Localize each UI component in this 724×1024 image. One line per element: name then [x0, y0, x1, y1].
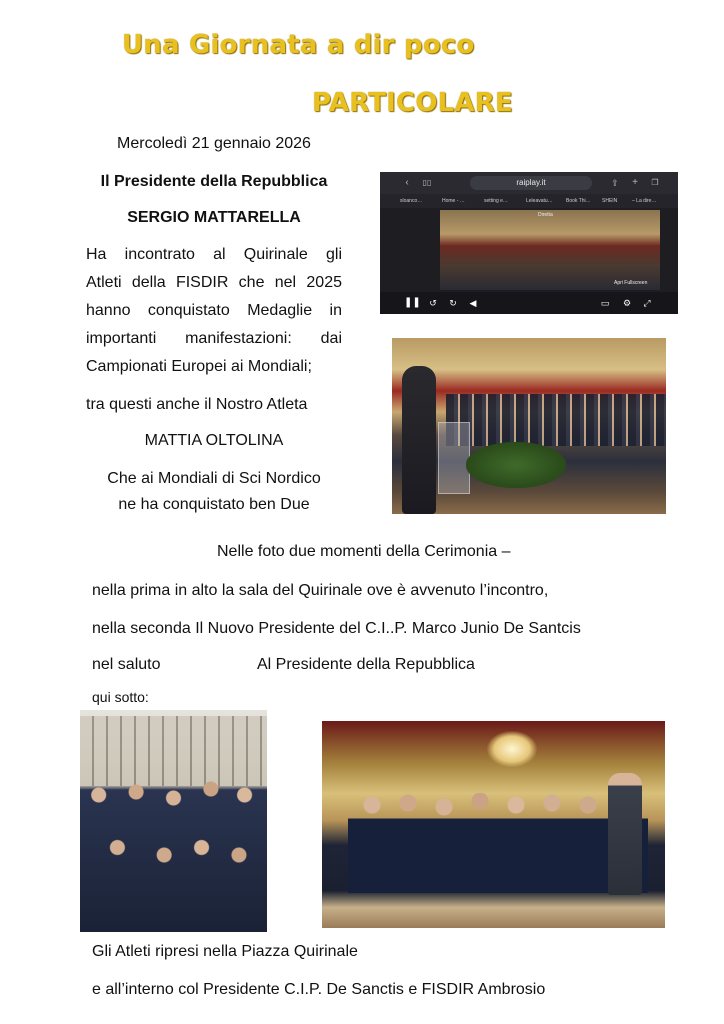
date-text: Mercoledì 21 gennaio 2026 — [117, 135, 311, 152]
intro-line-1: Il Presidente della Repubblica — [100, 173, 328, 190]
caption2-line-1: Gli Atleti ripresi nella Piazza Quirinale — [92, 943, 358, 960]
palace-facade — [80, 716, 267, 786]
paragraph-line-4: importanti manifestazioni: dai — [86, 330, 342, 347]
tab-1: sloanco… — [400, 198, 423, 204]
intro-line-2: SERGIO MATTARELLA — [127, 209, 301, 226]
add-tab-icon: + — [632, 177, 638, 188]
photo-piazza-group — [80, 710, 267, 932]
url-pill — [470, 176, 592, 190]
expand-icon: ⤢ — [643, 298, 651, 308]
volume-icon: ◀ — [469, 298, 477, 308]
team-group — [348, 793, 648, 893]
screen-icon: ▭ — [600, 298, 610, 308]
tab-6: SHEIN — [602, 198, 618, 204]
plants — [466, 442, 566, 488]
tabs-icon: ❐ — [651, 178, 659, 187]
athletes-line-4: ne ha conquistato ben Due — [118, 496, 310, 513]
tab-7: – La dire… — [632, 198, 657, 204]
video-controls — [380, 292, 678, 314]
url-text: raiplay.it — [516, 178, 546, 187]
tab-5: Book Thi… — [566, 198, 591, 204]
paragraph-line-5: Campionati Europei ai Mondiali; — [86, 358, 312, 375]
athletes-group — [80, 780, 267, 930]
caption2-line-2: e all’interno col Presidente C.I.P. De Sanctis e FISDIR Ambrosio — [92, 981, 546, 998]
share-icon: ⇪ — [611, 178, 619, 188]
photo-interior-group — [322, 721, 665, 928]
title-line-1: Una Giornata a dir poco — [122, 30, 475, 60]
back-icon: ‹ — [405, 177, 409, 188]
browser-url-bar — [380, 172, 678, 194]
audience — [446, 394, 666, 446]
athletes-line-3: Che ai Mondiali di Sci Nordico — [107, 470, 321, 487]
photo-quirinale-hall — [392, 338, 666, 514]
paragraph-line-3: hanno conquistato Medaglie in — [86, 302, 342, 319]
caption1-line-1: Nelle foto due momenti della Cerimonia – — [217, 543, 511, 560]
pause-icon: ❚❚ — [404, 297, 421, 308]
tab-3: setting e… — [484, 198, 508, 204]
tab-2: Home - … — [442, 198, 465, 204]
title-line-2: PARTICOLARE — [312, 88, 513, 118]
speaker-figure — [402, 366, 436, 514]
chandelier — [487, 731, 537, 767]
tab-4: Leleavatu… — [526, 198, 553, 204]
standing-man — [608, 773, 642, 895]
caption1-line-2: nella prima in alto la sala del Quirinale ove è avvenuto l’incontro, — [92, 582, 549, 599]
caption1-line-3: nella seconda Il Nuovo Presidente del C.I..P. Marco Junio De Santcis — [92, 620, 581, 637]
browser-tabs — [380, 194, 678, 208]
caption1-line-4b: Al Presidente della Repubblica — [257, 656, 475, 673]
forward-icon: ↻ — [449, 298, 457, 308]
athlete-name: MATTIA OLTOLINA — [144, 432, 284, 449]
rewind-icon: ↺ — [429, 298, 437, 308]
settings-icon: ⚙ — [622, 298, 632, 308]
live-label: Diretta — [538, 212, 553, 218]
fullscreen-label: Apri Fullscreen — [614, 280, 648, 286]
caption1-line-5: qui sotto: — [92, 689, 149, 705]
video-frame — [440, 210, 660, 290]
book-icon: ▯▯ — [422, 178, 432, 187]
photo-browser-screenshot — [380, 172, 678, 314]
paragraph-line-2: Atleti della FISDIR che nel 2025 — [86, 274, 342, 291]
caption1-line-4a: nel saluto — [92, 656, 161, 673]
athletes-line-1: tra questi anche il Nostro Atleta — [86, 396, 308, 413]
paragraph-line-1: Ha incontrato al Quirinale gli — [86, 246, 342, 263]
